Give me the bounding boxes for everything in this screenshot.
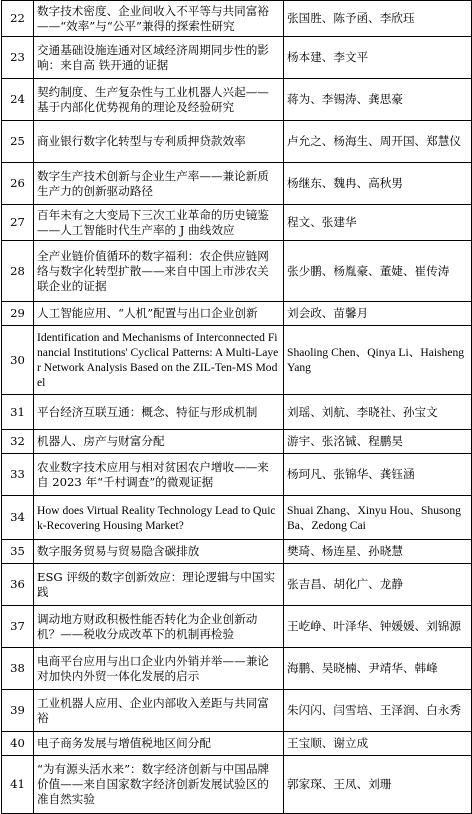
table-row [2, 37, 472, 79]
paper-title: 交通基础设施连通对区域经济周期同步性的影响：来自高 铁开通的证据 [34, 37, 284, 79]
row-number: 40 [2, 732, 34, 756]
paper-title: 平台经济互联互通：概念、特征与形成机制 [34, 395, 284, 430]
row-number: 26 [2, 163, 34, 205]
paper-authors: 樊琦、杨连星、孙晓慧 [284, 540, 472, 564]
table-row [2, 690, 472, 732]
table-row [2, 302, 472, 326]
paper-title: 数字服务贸易与贸易隐含碳排放 [34, 540, 284, 564]
table-row [2, 395, 472, 430]
paper-authors: 王宝顺、谢立成 [284, 732, 472, 756]
paper-title: 电商平台应用与出口企业内外销并举——兼论对加快内外贸一体化发展的启示 [34, 648, 284, 690]
table-row [2, 121, 472, 163]
row-number: 22 [2, 1, 34, 37]
paper-title: 商业银行数字化转型与专利质押贷款效率 [34, 121, 284, 163]
table-row [2, 606, 472, 648]
table-row [2, 205, 472, 241]
table-row [2, 540, 472, 564]
paper-authors: 郭家琛、王凤、刘珊 [284, 756, 472, 814]
row-number: 38 [2, 648, 34, 690]
paper-title: 数字生产技术创新与企业生产率——兼论新质生产力的创新驱动路径 [34, 163, 284, 205]
paper-authors: Shaoling Chen、Qinya Li、Haisheng Yang [284, 326, 472, 395]
paper-authors: 张吉昌、胡化广、龙静 [284, 564, 472, 606]
paper-authors: 张少鹏、杨胤豪、董婕、崔传涛 [284, 241, 472, 302]
row-number: 39 [2, 690, 34, 732]
paper-title: 调动地方财政积极性能否转化为企业创新动机？——税收分成改革下的机制再检验 [34, 606, 284, 648]
paper-title: “为有源头活水来”：数字经济创新与中国品牌价值——来自国家数字经济创新发展试验区的准自然实验 [34, 756, 284, 814]
table-row [2, 241, 472, 302]
paper-title: How does Virtual Reality Technology Lead to Quick-Recovering Housing Market? [34, 496, 284, 540]
row-number: 30 [2, 326, 34, 395]
paper-title: 人工智能应用、“人机”配置与出口企业创新 [34, 302, 284, 326]
paper-authors: 刘瑶、刘航、李晓社、孙宝文 [284, 395, 472, 430]
paper-title: ESG 评级的数字创新效应：理论逻辑与中国实践 [34, 564, 284, 606]
row-number: 24 [2, 79, 34, 121]
paper-title: 数字技术密度、企业间收入不平等与共同富裕——“效率”与“公平”兼得的探索性研究 [34, 1, 284, 37]
paper-authors: 王屹峥、叶泽华、钟媛媛、刘锦源 [284, 606, 472, 648]
paper-title: 百年未有之大变局下三次工业革命的历史镜鉴——人工智能时代生产率的 J 曲线效应 [34, 205, 284, 241]
table-row [2, 648, 472, 690]
row-number: 37 [2, 606, 34, 648]
paper-authors: Shuai Zhang、Xinyu Hou、Shusong Ba、Zedong Cai [284, 496, 472, 540]
paper-authors: 杨本建、李文平 [284, 37, 472, 79]
table-row [2, 1, 472, 37]
table-row [2, 496, 472, 540]
paper-authors: 朱闪闪、闫雪培、王泽润、白永秀 [284, 690, 472, 732]
row-number: 41 [2, 756, 34, 814]
row-number: 34 [2, 496, 34, 540]
table-body [2, 1, 472, 814]
row-number: 27 [2, 205, 34, 241]
paper-authors: 张国胜、陈予函、李欣珏 [284, 1, 472, 37]
table-row [2, 79, 472, 121]
table-row [2, 326, 472, 395]
row-number: 35 [2, 540, 34, 564]
paper-authors: 蒋为、李锡涛、龚思豪 [284, 79, 472, 121]
row-number: 23 [2, 37, 34, 79]
row-number: 31 [2, 395, 34, 430]
paper-authors: 卢允之、杨海生、周开国、郑慧仪 [284, 121, 472, 163]
paper-list-table [1, 0, 472, 814]
paper-authors: 海鹏、吴晓楠、尹靖华、韩峰 [284, 648, 472, 690]
table-row [2, 454, 472, 496]
table-row [2, 430, 472, 454]
row-number: 25 [2, 121, 34, 163]
paper-title: 电子商务发展与增值税地区间分配 [34, 732, 284, 756]
table-row [2, 732, 472, 756]
paper-title: 工业机器人应用、企业内部收入差距与共同富裕 [34, 690, 284, 732]
paper-title: 农业数字技术应用与相对贫困农户增收——来自 2023 年“千村调查”的微观证据 [34, 454, 284, 496]
paper-title: 机器人、房产与财富分配 [34, 430, 284, 454]
paper-authors: 程文、张建华 [284, 205, 472, 241]
row-number: 29 [2, 302, 34, 326]
paper-title: 全产业链价值循环的数字福利：农企供应链网络与数字化转型扩散——来自中国上市涉农关联企业的证据 [34, 241, 284, 302]
row-number: 33 [2, 454, 34, 496]
paper-authors: 刘会政、苗馨月 [284, 302, 472, 326]
table-row [2, 756, 472, 814]
row-number: 28 [2, 241, 34, 302]
table-row [2, 163, 472, 205]
row-number: 36 [2, 564, 34, 606]
paper-authors: 杨继东、魏冉、高秋男 [284, 163, 472, 205]
paper-title: Identification and Mechanisms of Interconnected Financial Institutions' Cyclical Patterns: A Multi-Layer Network Analysis Based on the ZIL-Ten-MS Model [34, 326, 284, 395]
paper-title: 契约制度、生产复杂性与工业机器人兴起——基于内部化优势视角的理论及经验研究 [34, 79, 284, 121]
paper-authors: 游宇、张洺铖、程鹏昊 [284, 430, 472, 454]
table-row [2, 564, 472, 606]
row-number: 32 [2, 430, 34, 454]
paper-authors: 杨珂凡、张锦华、龚钰涵 [284, 454, 472, 496]
